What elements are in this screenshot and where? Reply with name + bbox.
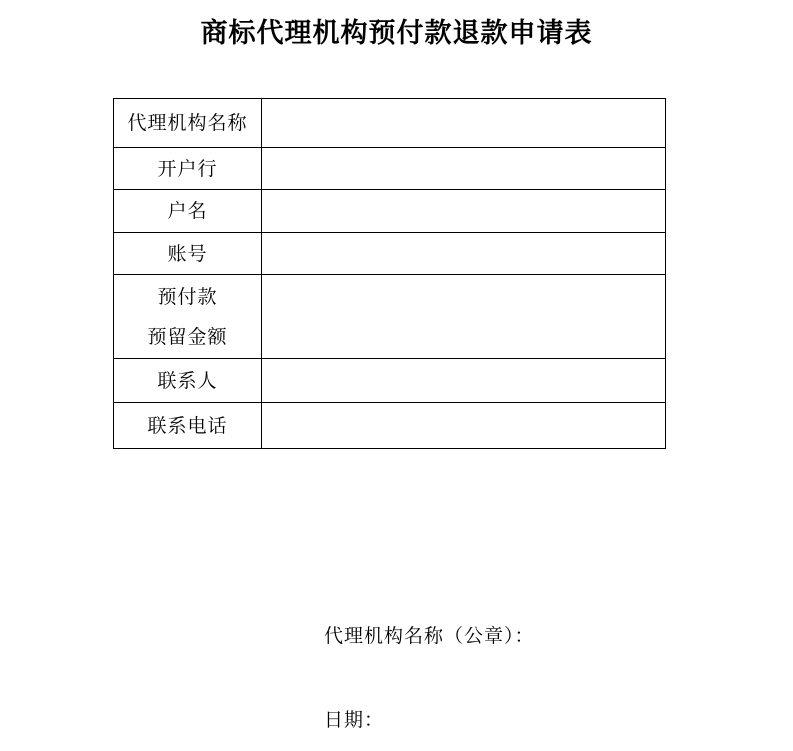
label-account-number	[114, 233, 262, 275]
value-phone[interactable]	[262, 403, 666, 449]
label-account-name	[114, 190, 262, 233]
value-bank[interactable]	[262, 148, 666, 190]
label-agency-name-text: 代理机构名称	[127, 112, 248, 134]
table-row-prepayment-reserve	[114, 275, 666, 359]
value-account-name[interactable]	[262, 190, 666, 233]
value-account-number[interactable]	[262, 233, 666, 275]
label-prepayment-line-2: 预留金额	[147, 325, 228, 348]
refund-application-table	[113, 98, 666, 449]
label-account-name-text: 户名	[167, 200, 208, 222]
label-contact-text: 联系人	[157, 369, 218, 392]
date-label: 日期：	[324, 709, 385, 731]
label-prepayment-reserve	[114, 275, 262, 359]
document-title: 商标代理机构预付款退款申请表	[200, 18, 593, 49]
table-row-account-number	[114, 233, 666, 275]
label-phone-text: 联系电话	[147, 414, 228, 437]
label-phone	[114, 403, 262, 449]
table-row-phone	[114, 403, 666, 449]
label-contact	[114, 359, 262, 403]
table-row-agency-name	[114, 99, 666, 148]
label-account-number-text: 账号	[167, 242, 208, 265]
label-bank	[114, 148, 262, 190]
label-agency-name	[114, 99, 262, 148]
value-agency-name[interactable]	[262, 99, 666, 148]
table-row-account-name	[114, 190, 666, 233]
value-prepayment-reserve[interactable]	[262, 275, 666, 359]
label-prepayment-line-1: 预付款	[157, 285, 218, 308]
agency-seal-label: 代理机构名称（公章）：	[324, 625, 535, 647]
value-contact[interactable]	[262, 359, 666, 403]
table-row-contact	[114, 359, 666, 403]
table-row-bank	[114, 148, 666, 190]
label-bank-text: 开户行	[157, 157, 218, 180]
